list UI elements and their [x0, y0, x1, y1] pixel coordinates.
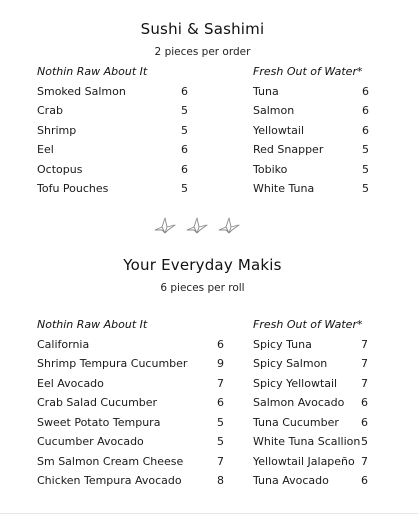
column-heading: Nothin Raw About It: [37, 65, 148, 78]
menu-item-name: Salmon Avocado: [253, 396, 345, 409]
menu-item-price: 6: [362, 104, 369, 117]
menu-item: [37, 338, 232, 358]
menu-item: [253, 143, 378, 163]
bottom-divider: [0, 513, 418, 514]
menu-item-price: 6: [181, 143, 188, 156]
menu-item-price: 6: [361, 415, 368, 429]
sashimi-cooked-column: [37, 65, 197, 202]
menu-item-price: 7: [361, 357, 368, 370]
menu-item-name: Eel Avocado: [37, 376, 104, 390]
section-title-sashimi: Sushi & Sashimi: [140, 20, 265, 38]
makis-raw-column: [253, 318, 378, 494]
menu-item: [37, 455, 232, 475]
menu-item: [253, 435, 378, 455]
menu-item-name: Tuna Cucumber: [253, 415, 339, 429]
menu-item-price: 5: [362, 182, 369, 195]
menu-item-price: 9: [217, 357, 224, 370]
menu-item-name: Salmon: [253, 104, 295, 117]
menu-item-price: 6: [362, 84, 369, 98]
menu-item-price: 6: [361, 396, 368, 409]
menu-item: [253, 104, 378, 124]
paper-crane-icon: [185, 215, 209, 235]
menu-item-name: Tobiko: [253, 162, 288, 176]
menu-item-name: California: [37, 337, 90, 351]
menu-item-name: Crab: [37, 104, 63, 117]
menu-item: [37, 396, 232, 416]
menu-item: [253, 474, 378, 494]
menu-item: [37, 85, 197, 105]
menu-item-name: Tofu Pouches: [37, 182, 109, 195]
menu-item-price: 7: [217, 376, 224, 390]
menu-item-name: Tuna Avocado: [253, 474, 329, 487]
crane-divider: [153, 215, 241, 235]
menu-item-name: Spicy Salmon: [253, 357, 328, 370]
menu-item: [37, 163, 197, 183]
menu-item-name: Yellowtail: [253, 123, 305, 137]
menu-item-price: 6: [181, 84, 188, 98]
menu-item-name: White Tuna: [253, 182, 315, 195]
menu-item: [37, 416, 232, 436]
menu-item-name: Octopus: [37, 162, 83, 176]
menu-item: [253, 85, 378, 105]
menu-item-name: Eel: [37, 143, 54, 156]
menu-item-price: 7: [361, 337, 368, 351]
menu-item: [253, 182, 378, 202]
column-heading: Nothin Raw About It: [37, 318, 148, 331]
menu-item-name: Crab Salad Cucumber: [37, 396, 158, 409]
menu-item-price: 7: [361, 376, 368, 390]
menu-item-name: Cucumber Avocado: [37, 435, 144, 448]
menu-item: [37, 377, 232, 397]
section-subtitle-makis: 6 pieces per roll: [160, 282, 245, 294]
menu-item: [253, 396, 378, 416]
menu-item-name: Tuna: [253, 84, 279, 98]
menu-item-name: Yellowtail Jalapeño: [253, 454, 355, 468]
menu-item-price: 7: [361, 454, 368, 468]
menu-item: [37, 124, 197, 144]
menu-item-name: Spicy Yellowtail: [253, 376, 338, 390]
menu-item-name: Chicken Tempura Avocado: [37, 474, 182, 487]
menu-item-price: 5: [361, 435, 368, 448]
menu-item: [253, 455, 378, 475]
column-heading: Fresh Out of Water*: [253, 65, 363, 78]
menu-item-price: 5: [181, 182, 188, 195]
menu-item-name: Sm Salmon Cream Cheese: [37, 454, 184, 468]
menu-item-name: Spicy Tuna: [253, 337, 312, 351]
paper-crane-icon: [153, 215, 177, 235]
menu-item: [37, 182, 197, 202]
menu-item: [253, 163, 378, 183]
menu-item: [253, 416, 378, 436]
menu-item: [253, 124, 378, 144]
menu-item-price: 7: [217, 454, 224, 468]
menu-item-price: 8: [217, 474, 224, 487]
menu-item-name: Smoked Salmon: [37, 84, 126, 98]
menu-item-price: 5: [217, 435, 224, 448]
menu-item: [253, 357, 378, 377]
menu-item-price: 5: [181, 104, 188, 117]
menu-item: [37, 143, 197, 163]
menu-item: [253, 338, 378, 358]
menu-item: [37, 357, 232, 377]
menu-item: [253, 377, 378, 397]
section-subtitle-sashimi: 2 pieces per order: [154, 46, 251, 58]
menu-item-price: 5: [181, 123, 188, 137]
sashimi-raw-column: [253, 65, 378, 202]
menu-item-price: 5: [362, 143, 369, 156]
menu-item-name: Shrimp Tempura Cucumber: [37, 357, 188, 370]
menu-item: [37, 435, 232, 455]
menu-item-price: 5: [362, 162, 369, 176]
menu-item-price: 6: [217, 396, 224, 409]
menu-item: [37, 104, 197, 124]
menu-item-price: 5: [217, 415, 224, 429]
makis-cooked-column: [37, 318, 232, 494]
menu-item-name: Shrimp: [37, 123, 77, 137]
menu-item-name: White Tuna Scallion: [253, 435, 361, 448]
section-title-makis: Your Everyday Makis: [123, 256, 282, 274]
column-heading: Fresh Out of Water*: [253, 318, 363, 331]
menu-item-name: Sweet Potato Tempura: [37, 415, 161, 429]
menu-item-price: 6: [181, 162, 188, 176]
menu-item-price: 6: [362, 123, 369, 137]
menu-item-name: Red Snapper: [253, 143, 324, 156]
menu-item-price: 6: [361, 474, 368, 487]
menu-item: [37, 474, 232, 494]
paper-crane-icon: [217, 215, 241, 235]
menu-item-price: 6: [217, 337, 224, 351]
